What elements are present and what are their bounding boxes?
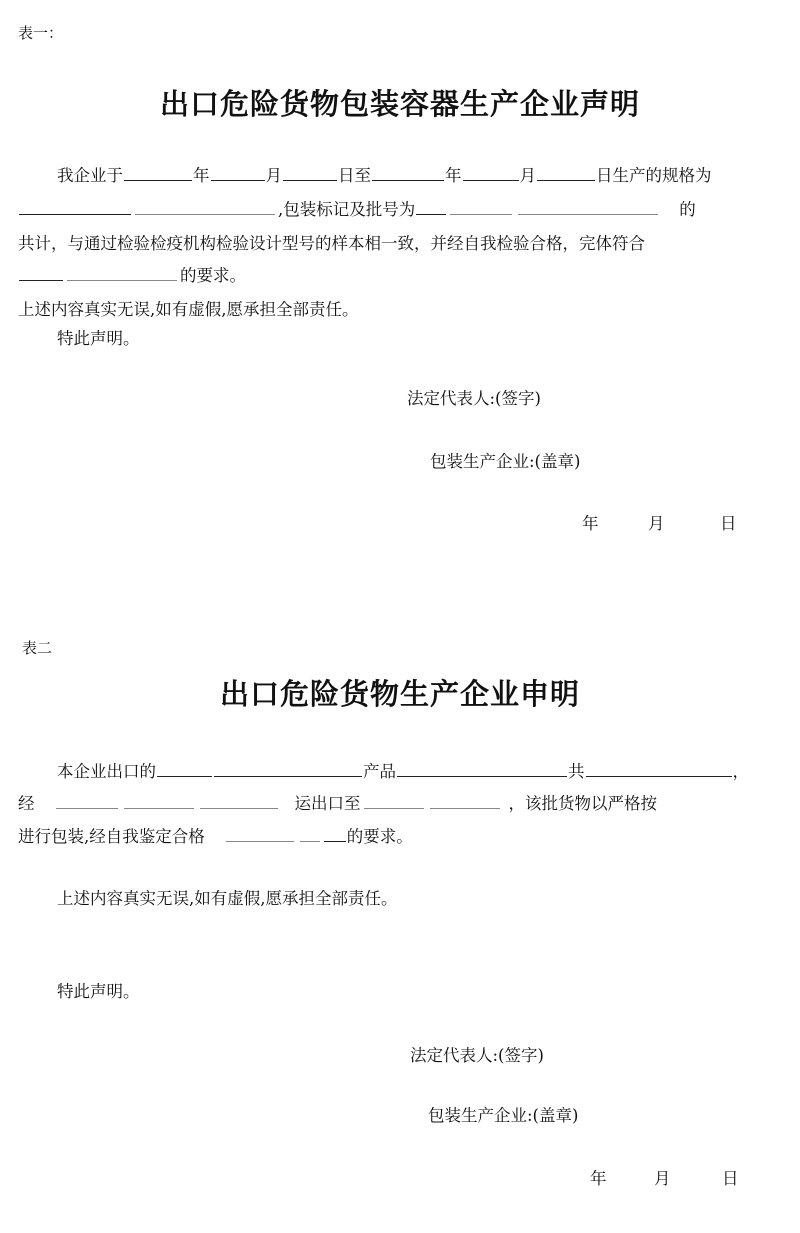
blank-field[interactable] [211, 165, 265, 181]
form1-text: 年 [445, 166, 462, 185]
form1-company: 包装生产企业:(盖章) [430, 452, 581, 471]
form1-line2 [18, 196, 696, 220]
blank-field[interactable] [586, 761, 732, 777]
form2-text: 共 [568, 762, 585, 781]
form1-text: ,包装标记及批号为 [278, 200, 416, 219]
blank-field[interactable] [135, 199, 275, 215]
day-label: 日 [722, 1169, 739, 1188]
form2-line4: 上述内容真实无误,如有虚假,愿承担全部责任。 [57, 889, 398, 908]
form1-line3: 共计，与通过检验检疫机构检验设计型号的样本相一致，并经自我检验合格，完体符合 [18, 234, 645, 253]
form2-legal-rep: 法定代表人:(签字) [410, 1046, 544, 1065]
blank-field[interactable] [226, 826, 294, 842]
blank-field[interactable] [214, 761, 362, 777]
blank-field[interactable] [157, 761, 212, 777]
form1-text: 日至 [338, 166, 371, 185]
form2-label: 表二 [22, 639, 53, 657]
blank-field[interactable] [124, 165, 192, 181]
blank-field[interactable] [56, 793, 118, 809]
form1-date [582, 510, 737, 534]
blank-field[interactable] [416, 199, 446, 215]
form2-title: 出口危险货物生产企业申明 [219, 677, 580, 711]
blank-field[interactable] [537, 165, 595, 181]
form1-text: 的要求。 [180, 266, 246, 285]
form2-line2 [18, 790, 657, 814]
blank-field[interactable] [124, 793, 194, 809]
form2-text: ， [732, 762, 749, 781]
blank-field[interactable] [19, 199, 131, 215]
form2-text: 本企业出口的 [57, 762, 156, 781]
year-label: 年 [582, 514, 599, 533]
blank-field[interactable] [450, 199, 512, 215]
blank-field[interactable] [397, 761, 567, 777]
blank-field[interactable] [463, 165, 519, 181]
blank-field[interactable] [430, 793, 500, 809]
form1-legal-rep: 法定代表人:(签字) [407, 389, 541, 408]
blank-field[interactable] [364, 793, 424, 809]
year-label: 年 [590, 1169, 607, 1188]
form1-line4 [18, 262, 246, 286]
form2-date [590, 1165, 739, 1189]
month-label: 月 [648, 514, 665, 533]
form2-company: 包装生产企业:(盖章) [428, 1106, 579, 1125]
form1-text: 月 [519, 166, 536, 185]
form2-text: 进行包装,经自我鉴定合格 [18, 827, 205, 846]
month-label: 月 [654, 1169, 671, 1188]
form2-line5: 特此声明。 [57, 982, 140, 1001]
form1-text: 年 [193, 166, 210, 185]
form2-text: 运出口至 [294, 794, 361, 813]
form2-text: 经 [18, 794, 35, 813]
form1-text: 月 [265, 166, 282, 185]
day-label: 日 [720, 514, 737, 533]
blank-field[interactable] [372, 165, 444, 181]
form1-line6: 特此声明。 [57, 329, 140, 348]
blank-field[interactable] [324, 826, 346, 842]
form2-line3 [18, 823, 413, 847]
form1-line1 [57, 162, 712, 186]
form1-text: 的 [679, 200, 696, 219]
blank-field[interactable] [67, 265, 177, 281]
form1-text: 我企业于 [57, 166, 123, 185]
blank-field[interactable] [200, 793, 278, 809]
form1-label: 表一： [18, 24, 64, 42]
blank-field[interactable] [518, 199, 658, 215]
form1-text: 日生产的规格为 [596, 166, 712, 185]
form2-line1 [57, 758, 749, 782]
form1-line5: 上述内容真实无误,如有虚假,愿承担全部责任。 [18, 300, 359, 319]
blank-field[interactable] [19, 265, 63, 281]
form1-title: 出口危险货物包装容器生产企业声明 [159, 87, 640, 121]
form2-text: 产品 [363, 762, 396, 781]
form2-text: ，该批货物以严格按 [508, 794, 657, 813]
blank-field[interactable] [300, 826, 320, 842]
blank-field[interactable] [283, 165, 337, 181]
form2-text: 的要求。 [346, 827, 413, 846]
